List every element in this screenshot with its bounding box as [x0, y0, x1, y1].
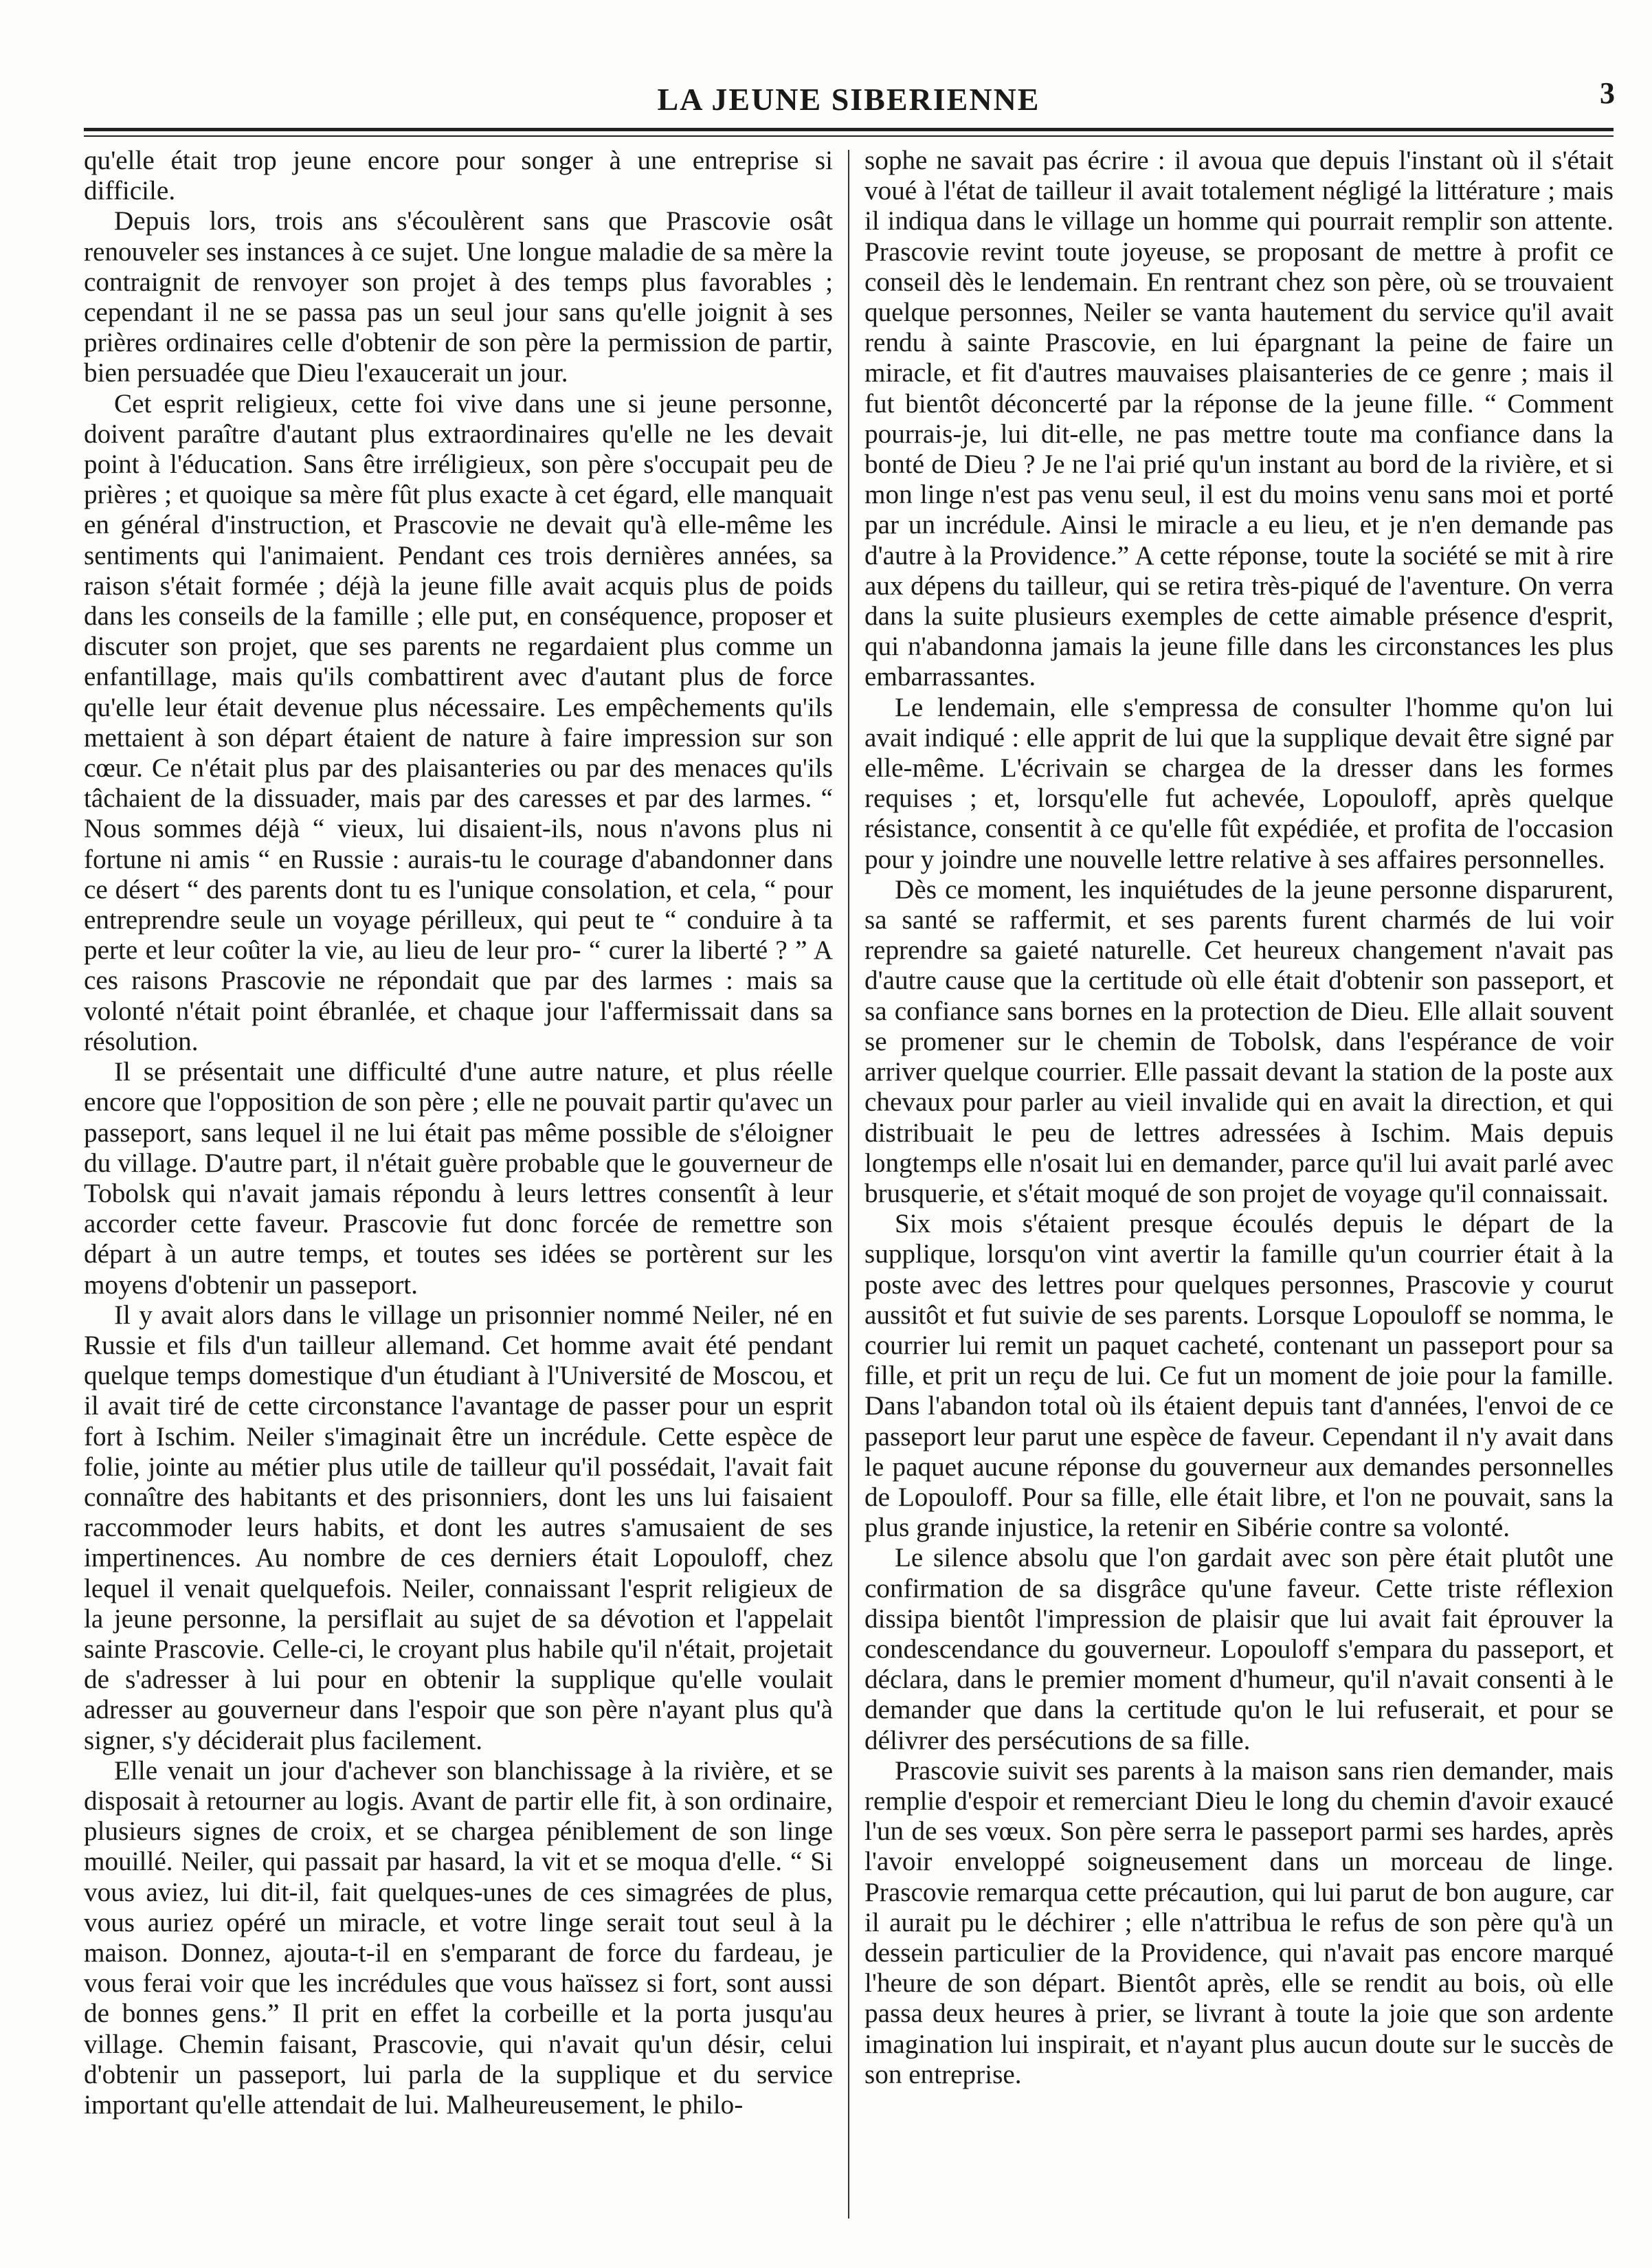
- page-number: 3: [1600, 76, 1615, 110]
- paragraph: Six mois s'étaient presque écoulés depuis le départ de la supplique, lorsqu'on vint avertir la famille qu'un courrier était à la poste avec des lettres pour quelques personnes, Prascovie y courut aussitôt et fut suivie de ses parents. Lorsque Lopouloff se nomma, le courrier lui remit un paquet cacheté, contenant un passeport pour sa fille, et prit un reçu de lui. Ce fut un moment de joie pour la famille. Dans l'abandon total où ils étaient depuis tant d'années, l'envoi de ce passeport leur parut une espèce de faveur. Cependant il n'y avait dans le paquet aucune réponse du gouverneur aux demandes personnelles de Lopouloff. Pour sa fille, elle était libre, et l'on ne pouvait, sans la plus grande injustice, la retenir en Sibérie contre sa volonté.: [864, 1209, 1614, 1543]
- paragraph: Elle venait un jour d'achever son blanchissage à la rivière, et se disposait à retourner au logis. Avant de partir elle fit, à son ordinaire, plusieurs signes de croix, et se chargea péniblement de son linge mouillé. Neiler, qui passait par hasard, la vit et se moqua d'elle. “ Si vous aviez, lui dit-il, fait quelques-unes de ces simagrées de plus, vous auriez opéré un miracle, et votre linge serait tout seul à la maison. Donnez, ajouta-t-il en s'emparant de force du fardeau, je vous ferai voir que les incrédules que vous haïssez si fort, sont aussi de bonnes gens.” Il prit en effet la corbeille et la porta jusqu'au village. Chemin faisant, Prascovie, qui n'avait qu'un désir, celui d'obtenir un passeport, lui parla de la supplique et du service important qu'elle attendait de lui. Malheureusement, le philo-: [84, 1755, 833, 2120]
- paragraph: Prascovie suivit ses parents à la maison sans rien demander, mais remplie d'espoir et remerciant Dieu le long du chemin d'avoir exaucé l'un de ses vœux. Son père serra le passeport parmi ses hardes, après l'avoir enveloppé soigneusement dans un morceau de linge. Prascovie remarqua cette précaution, qui lui parut de bon augure, car il aurait pu le déchirer ; elle n'attribua le refus de son père qu'à un dessein particulier de la Providence, qui n'avait pas encore marqué l'heure de son départ. Bientôt après, elle se rendit au bois, où elle passa deux heures à prier, se livrant à toute la joie que son ardente imagination lui inspirait, et n'ayant plus aucun doute sur le succès de son entreprise.: [864, 1755, 1614, 2089]
- paragraph: Il se présentait une difficulté d'une autre nature, et plus réelle encore que l'opposition de son père ; elle ne pouvait partir qu'avec un passeport, sans lequel il ne lui était pas même possible de s'éloigner du village. D'autre part, il n'était guère probable que le gouverneur de Tobolsk qui n'avait jamais répondu à leurs lettres consentît à leur accorder cette faveur. Prascovie fut donc forcée de remettre son départ à un autre temps, et toutes ses idées se portèrent sur les moyens d'obtenir un passeport.: [84, 1057, 833, 1300]
- paragraph: qu'elle était trop jeune encore pour songer à une entreprise si difficile.: [84, 146, 833, 206]
- paragraph: Le silence absolu que l'on gardait avec son père était plutôt une confirmation de sa disgrâce qu'une faveur. Cette triste réflexion dissipa bientôt l'impression de plaisir que lui avait fait éprouver la condescendance du gouverneur. Lopouloff s'empara du passeport, et déclara, dans le premier moment d'humeur, qu'il n'avait consenti à le demander que dans la certitude qu'on le lui refuserait, et pour se délivrer des persécutions de sa fille.: [864, 1543, 1614, 1755]
- paragraph: sophe ne savait pas écrire : il avoua que depuis l'instant où il s'était voué à l'état de tailleur il avait totalement négligé la littérature ; mais il indiqua dans le village un homme qui pourrait remplir son attente. Prascovie revint toute joyeuse, se proposant de mettre à profit ce conseil dès le lendemain. En rentrant chez son père, où se trouvaient quelque personnes, Neiler se vanta hautement du service qu'il avait rendu à sainte Prascovie, en lui épargnant la peine de faire un miracle, et fit d'autres mauvaises plaisanteries de ce genre ; mais il fut bientôt déconcerté par la réponse de la jeune fille. “ Comment pourrais-je, lui dit-elle, ne pas mettre toute ma confiance dans la bonté de Dieu ? Je ne l'ai prié qu'un instant au bord de la rivière, et si mon linge n'est pas venu seul, il est du moins venu sans moi et porté par un incrédule. Ainsi le miracle a eu lieu, et je n'en demande pas d'autre à la Providence.” A cette réponse, toute la société se mit à rire aux dépens du tailleur, qui se retira très-piqué de l'aventure. On verra dans la suite plusieurs exemples de cette aimable présence d'esprit, qui n'abandonna jamais la jeune fille dans les circonstances les plus embarrassantes.: [864, 146, 1614, 692]
- paragraph: Il y avait alors dans le village un prisonnier nommé Neiler, né en Russie et fils d'un tailleur allemand. Cet homme avait été pendant quelque temps domestique d'un étudiant à l'Université de Moscou, et il avait tiré de cette circonstance l'avantage de passer pour un esprit fort à Ischim. Neiler s'imaginait être un incrédule. Cette espèce de folie, jointe au métier plus utile de tailleur qu'il possédait, l'avait fait connaître des habitants et des prisonniers, dont les uns lui faisaient raccommoder leurs habits, et dont les autres s'amusaient de ses impertinences. Au nombre de ces derniers était Lopouloff, chez lequel il venait quelquefois. Neiler, connaissant l'esprit religieux de la jeune personne, la persiflait au sujet de sa dévotion et l'appelait sainte Prascovie. Celle-ci, le croyant plus habile qu'il n'était, projetait de s'adresser à lui pour en obtenir la supplique qu'elle voulait adresser au gouverneur dans l'espoir que son père n'ayant plus qu'à signer, s'y déciderait plus facilement.: [84, 1300, 833, 1755]
- text-columns: [84, 146, 1614, 2235]
- running-title: LA JEUNE SIBERIENNE: [657, 82, 1040, 117]
- page-header: [82, 69, 1615, 131]
- paragraph: Le lendemain, elle s'empressa de consulter l'homme qu'on lui avait indiqué : elle apprit de lui que la supplique devait être signé par elle-même. L'écrivain se chargea de la dresser dans les formes requises ; et, lorsqu'elle fut achevée, Lopouloff, après quelque résistance, consentit à ce qu'elle fût expédiée, et profita de l'occasion pour y joindre une nouvelle lettre relative à ses affaires personnelles.: [864, 692, 1614, 874]
- header-rule: [84, 128, 1614, 137]
- right-column: [864, 146, 1614, 2235]
- paragraph: Dès ce moment, les inquiétudes de la jeune personne disparurent, sa santé se raffermit, et ses parents furent charmés de lui voir reprendre sa gaieté naturelle. Cet heureux changement n'avait pas d'autre cause que la certitude où elle était d'obtenir son passeport, et sa confiance sans bornes en la protection de Dieu. Elle allait souvent se promener sur le chemin de Tobolsk, dans l'espérance de voir arriver quelque courrier. Elle passait devant la station de la poste aux chevaux pour parler au vieil invalide qui en avait la direction, et qui distribuait le peu de lettres adressées à Ischim. Mais depuis longtemps elle n'osait lui en demander, parce qu'il lui avait parlé avec brusquerie, et s'était moqué de son projet de voyage qu'il connaissait.: [864, 874, 1614, 1208]
- paragraph: Depuis lors, trois ans s'écoulèrent sans que Prascovie osât renouveler ses instances à ce sujet. Une longue maladie de sa mère la contraignit de renvoyer son projet à des temps plus favorables ; cependant il ne se passa pas un seul jour sans qu'elle joignit à ses prières ordinaires celle d'obtenir de son père la permission de partir, bien persuadée que Dieu l'exaucerait un jour.: [84, 206, 833, 388]
- left-column: [84, 146, 833, 2235]
- paragraph: Cet esprit religieux, cette foi vive dans une si jeune personne, doivent paraître d'autant plus extraordinaires qu'elle ne les devait point à l'éducation. Sans être irréligieux, son père s'occupait peu de prières ; et quoique sa mère fût plus exacte à cet égard, elle manquait en général d'instruction, et Prascovie ne devait qu'à elle-même les sentiments qui l'animaient. Pendant ces trois dernières années, sa raison s'était formée ; déjà la jeune fille avait acquis plus de poids dans les conseils de la famille ; elle put, en conséquence, proposer et discuter son projet, que ses parents ne regardaient plus comme un enfantillage, mais qu'ils combattirent avec d'autant plus de force qu'elle leur était devenue plus nécessaire. Les empêchements qu'ils mettaient à son départ étaient de nature à faire impression sur son cœur. Ce n'était plus par des plaisanteries ou par des menaces qu'ils tâchaient de la dissuader, mais par des caresses et par des larmes. “ Nous sommes déjà “ vieux, lui disaient-ils, nous n'avons plus ni fortune ni amis “ en Russie : aurais-tu le courage d'abandonner dans ce désert “ des parents dont tu es l'unique consolation, et cela, “ pour entreprendre seule un voyage périlleux, qui peut te “ conduire à ta perte et leur coûter la vie, au lieu de leur pro- “ curer la liberté ? ” A ces raisons Prascovie ne répondait que par des larmes : mais sa volonté n'était point ébranlée, et chaque jour l'affermissait dans sa résolution.: [84, 388, 833, 1056]
- column-divider: [848, 150, 849, 2219]
